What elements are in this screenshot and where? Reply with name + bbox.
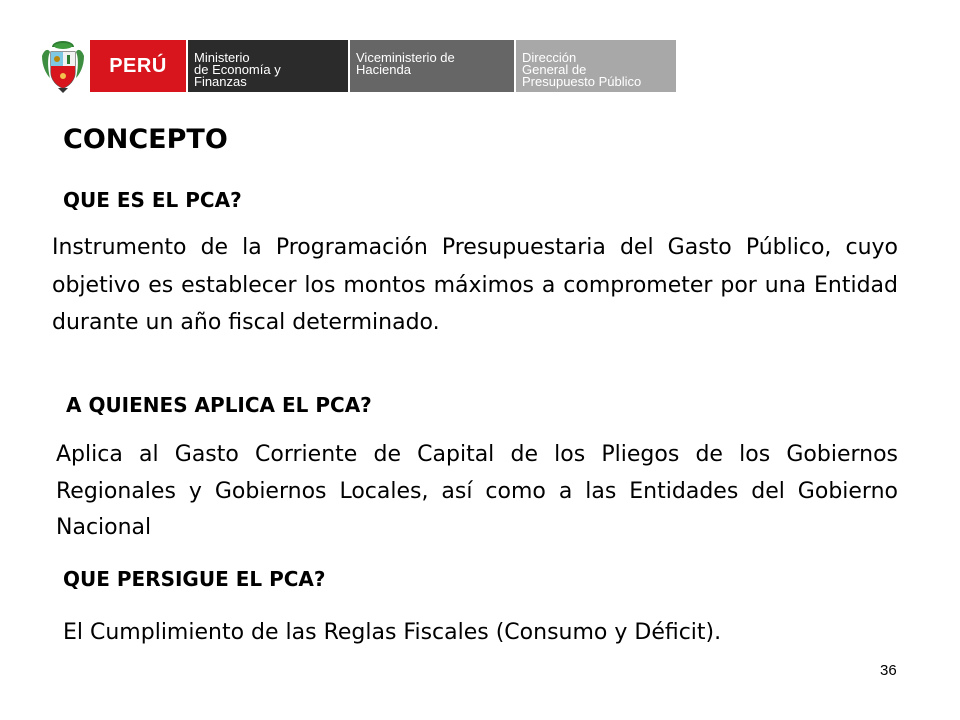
answer-a-quienes: Aplica al Gasto Corriente de Capital de los Pliegos de los Gobiernos Regionales y Gobiernos Locales, así como a las Entidades del Gobierno Nacional xyxy=(56,442,898,540)
header-ministerio xyxy=(188,40,348,92)
question-a-quienes: A QUIENES APLICA EL PCA? xyxy=(66,393,372,417)
header-line: de Economía y xyxy=(194,62,281,77)
answer-que-persigue: El Cumplimiento de las Reglas Fiscales (Consumo y Déficit). xyxy=(63,620,722,645)
header-line: Ministerio xyxy=(194,50,250,65)
header-line: General de xyxy=(522,62,587,77)
answer-que-es: Instrumento de la Programación Presupuestaria del Gasto Público, cuyo objetivo es establecer los montos máximos a comprometer por una Entidad durante un año fiscal determinado. xyxy=(52,235,898,335)
header-line: Hacienda xyxy=(356,62,411,77)
question-que-persigue: QUE PERSIGUE EL PCA? xyxy=(63,567,326,591)
header-line: Dirección xyxy=(522,50,577,65)
header-line: Presupuesto Público xyxy=(522,74,642,89)
header-line: Finanzas xyxy=(194,74,247,89)
page-number: 36 xyxy=(880,662,897,679)
question-que-es: QUE ES EL PCA? xyxy=(63,188,242,212)
peru-logo: PERÚ xyxy=(90,40,186,92)
header-line: Viceministerio de xyxy=(356,50,455,65)
header-viceministerio xyxy=(350,40,514,92)
coat-of-arms-icon xyxy=(38,38,88,94)
header-direccion xyxy=(516,40,676,92)
slide-title: CONCEPTO xyxy=(63,124,228,155)
